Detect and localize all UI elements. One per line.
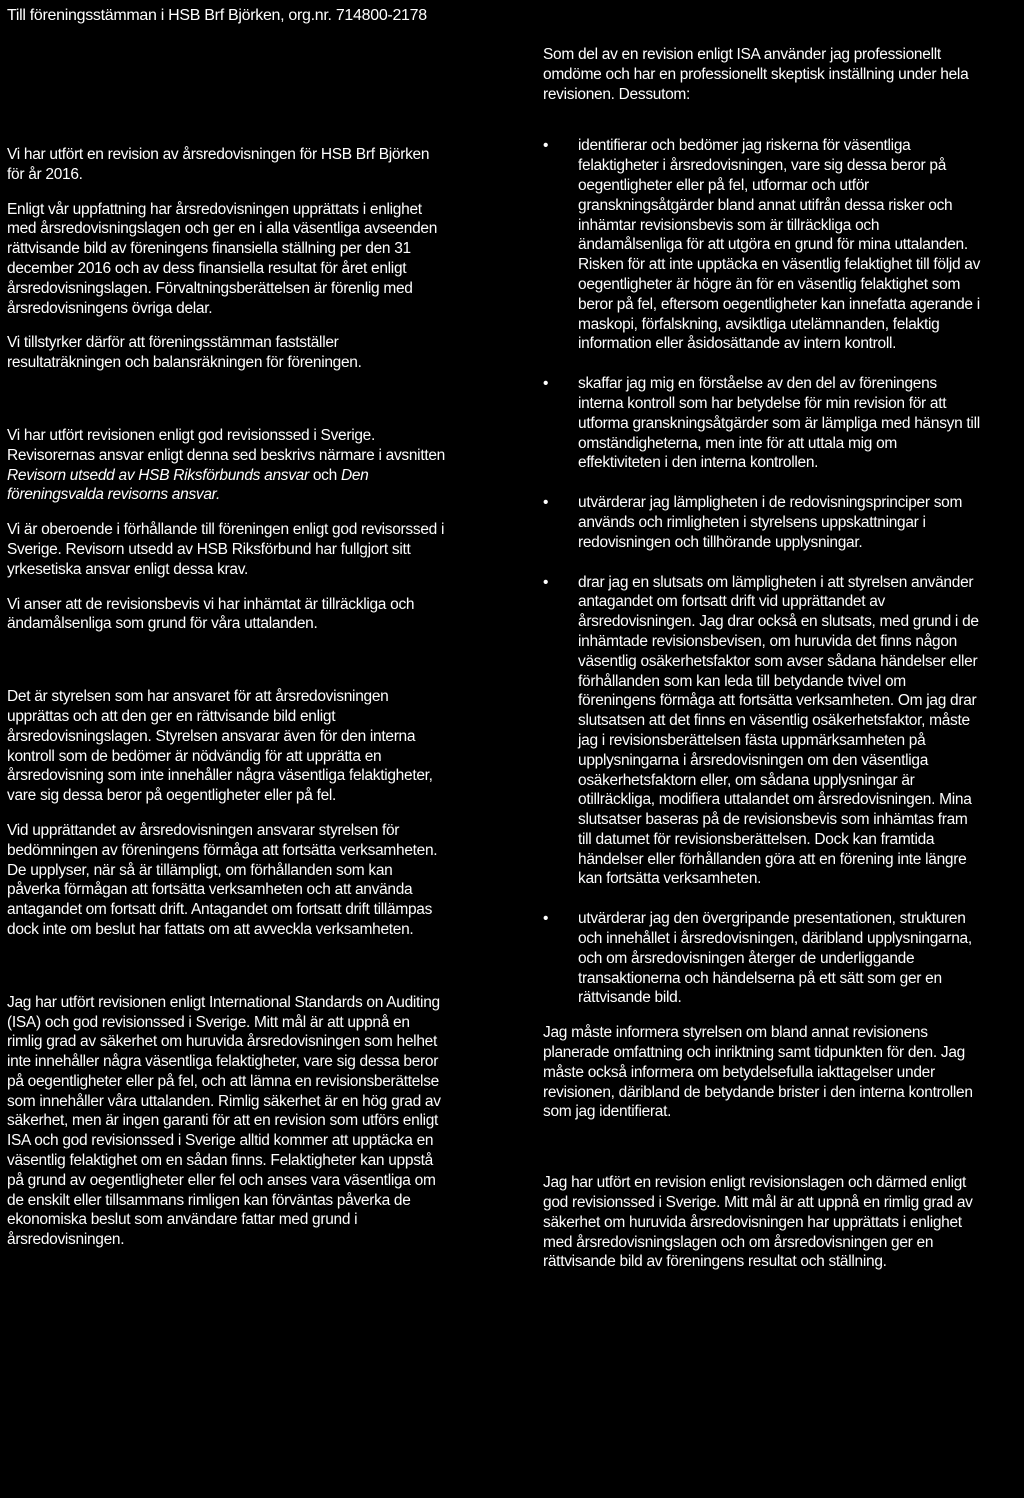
- evidence-paragraph: Vi anser att de revisionsbevis vi har inhämtat är tillräckliga och ändamålsenliga som grund för våra uttalanden.: [7, 595, 415, 633]
- isa-intro-paragraph: Som del av en revision enligt ISA använder jag professionellt omdöme och har en professionellt skeptisk inställning under hela revisionen. Dessutom:: [543, 46, 969, 103]
- left-column: [7, 145, 519, 1250]
- board-responsibility-paragraph: Det är styrelsen som har ansvaret för att årsredovisningen upprättas och att den ger en rättvisande bild enligt årsredovisningslagen. Styrelsen ansvarar även för den interna kontroll som de bedömer är nödvändig för att upprätta en årsredovisning som inte innehåller några väsentliga felaktigheter, vare sig dessa beror på oegentligheter eller på fel.: [7, 688, 433, 805]
- basis-reference-2: Den föreningsvalda revisorns ansvar.: [7, 466, 369, 504]
- audit-scope-paragraph: Vi har utfört en revision av årsredovisningen för HSB Brf Björken för år 2016.: [7, 146, 430, 183]
- recommendation-paragraph: Vi tillstyrker därför att föreningsstämman fastställer resultaträkningen och balansräkningen för föreningen.: [7, 334, 362, 372]
- list-item: • utvärderar jag lämpligheten i de redovisningsprinciper som används och rimligheten i styrelsens uppskattningar i redovisningen och tillhörande upplysningar.: [543, 493, 1023, 552]
- independence-paragraph: Vi är oberoende i förhållande till föreningen enligt god revisorssed i Sverige. Revisorn utsedd av HSB Riksförbund har fullgjort sitt yrkesetiska ansvar enligt dessa krav.: [7, 521, 445, 578]
- statutory-audit-paragraph: Jag har utfört en revision enligt revisionslagen och därmed enligt god revisionssed i Sverige. Mitt mål är att uppnå en rimlig grad av säkerhet om huruvida årsredovisningen har upprättats i enlighet med årsredovisningslagen och om årsredovisningen ger en rättvisande bild av föreningens resultat och ställning.: [543, 1174, 973, 1271]
- basis-text: Vi har utfört revisionen enligt god revisionssed i Sverige. Revisorernas ansvar enligt denna sed beskrivs närmare i avsnitten: [7, 426, 445, 464]
- basis-reference-1: Revisorn utsedd av HSB Riksförbunds ansvar: [7, 466, 309, 484]
- list-item: • skaffar jag mig en förståelse av den del av föreningens interna kontroll som har betydelse för min revision för att utforma granskningsåtgärder som är lämpliga med hänsyn till omständigheterna, men inte för att uttala mig om effektiviteten i den interna kontrollen.: [543, 374, 1023, 473]
- procedure-list: [543, 136, 1023, 1008]
- basis-connector: och: [308, 466, 341, 484]
- opinion-paragraph: Enligt vår uppfattning har årsredovisningen upprättats i enlighet med årsredovisningslagen och ger en i alla väsentliga avseenden rättvisande bild av föreningens finansiella ställning per den 31 december 2016 och av dess finansiella resultat för året enligt årsredovisningslagen. Förvaltningsberättelsen är förenlig med årsredovisningens övriga delar.: [7, 200, 438, 317]
- right-column: [543, 45, 1023, 1272]
- list-item: • utvärderar jag den övergripande presentationen, strukturen och innehållet i årsredovisningen, däribland upplysningarna, och om årsredovisningen återger de underliggande transaktionerna och händelserna på ett sätt som ger en rättvisande bild.: [543, 909, 1023, 1008]
- page-header: Till föreningsstämman i HSB Brf Björken, org.nr. 714800-2178: [7, 7, 427, 24]
- inform-board-paragraph: Jag måste informera styrelsen om bland annat revisionens planerade omfattning och inriktning samt tidpunkten för den. Jag måste också informera om betydelsefulla iakttagelser under revisionen, däribland de betydande brister i den interna kontrollen som jag identifierat.: [543, 1024, 973, 1121]
- auditor-responsibility-paragraph: Jag har utfört revisionen enligt International Standards on Auditing (ISA) och god revisionssed i Sverige. Mitt mål är att uppnå en rimlig grad av säkerhet om huruvida årsredovisningen som helhet inte innehåller några väsentliga felaktigheter, vare sig dessa beror på oegentligheter eller på fel, och att lämna en revisionsberättelse som innehåller våra uttalanden. Rimlig säkerhet är en hög grad av säkerhet, men är ingen garanti för att en revision som utförs enligt ISA och god revisionssed i Sverige alltid kommer att upptäcka en väsentlig felaktighet om en sådan finns. Felaktigheter kan uppstå på grund av oegentligheter eller fel och anses vara väsentliga om de enskilt eller tillsammans rimligen kan förväntas påverka de ekonomiska beslut som användare fattar med grund i årsredovisningen.: [7, 993, 441, 1249]
- list-item: • drar jag en slutsats om lämpligheten i att styrelsen använder antagandet om fortsatt drift vid upprättandet av årsredovisningen. Jag drar också en slutsats, med grund i de inhämtade revisionsbevisen, om huruvida det finns någon väsentlig osäkerhetsfaktor som avser sådana händelser eller förhållanden som kan leda till betydande tvivel om föreningens förmåga att fortsätta verksamheten. Om jag drar slutsatsen att det finns en väsentlig osäkerhetsfaktor, måste jag i revisionsberättelsen fästa uppmärksamheten på upplysningarna i årsredovisningen om den väsentliga osäkerhetsfaktorn eller, om sådana upplysningar är otillräckliga, modifiera uttalandet om årsredovisningen. Mina slutsatser baseras på de revisionsbevis som inhämtas fram till datumet för revisionsberättelsen. Dock kan framtida händelser eller förhållanden göra att en förening inte längre kan fortsätta verksamheten.: [543, 573, 1023, 890]
- list-item: • identifierar och bedömer jag riskerna för väsentliga felaktigheter i årsredovisningen, vare sig dessa beror på oegentligheter eller på fel, utformar och utför granskningsåtgärder bland annat utifrån dessa risker och inhämtar revisionsbevis som är tillräckliga och ändamålsenliga för att utgöra en grund för mina uttalanden. Risken för att inte upptäcka en väsentlig felaktighet till följd av oegentligheter är högre än för en väsentlig felaktighet som beror på fel, eftersom oegentligheter kan innefatta agerande i maskopi, förfalskning, avsiktliga utelämnanden, felaktig information eller åsidosättande av intern kontroll.: [543, 136, 1023, 354]
- basis-paragraph: [7, 426, 519, 505]
- going-concern-paragraph: Vid upprättandet av årsredovisningen ansvarar styrelsen för bedömningen av föreningens förmåga att fortsätta verksamheten. De upplyser, när så är tillämpligt, om förhållanden som kan påverka förmågan att fortsätta verksamheten och att använda antagandet om fortsatt drift. Antagandet om fortsatt drift tillämpas dock inte om beslut har fattats om att avveckla verksamheten.: [7, 821, 438, 938]
